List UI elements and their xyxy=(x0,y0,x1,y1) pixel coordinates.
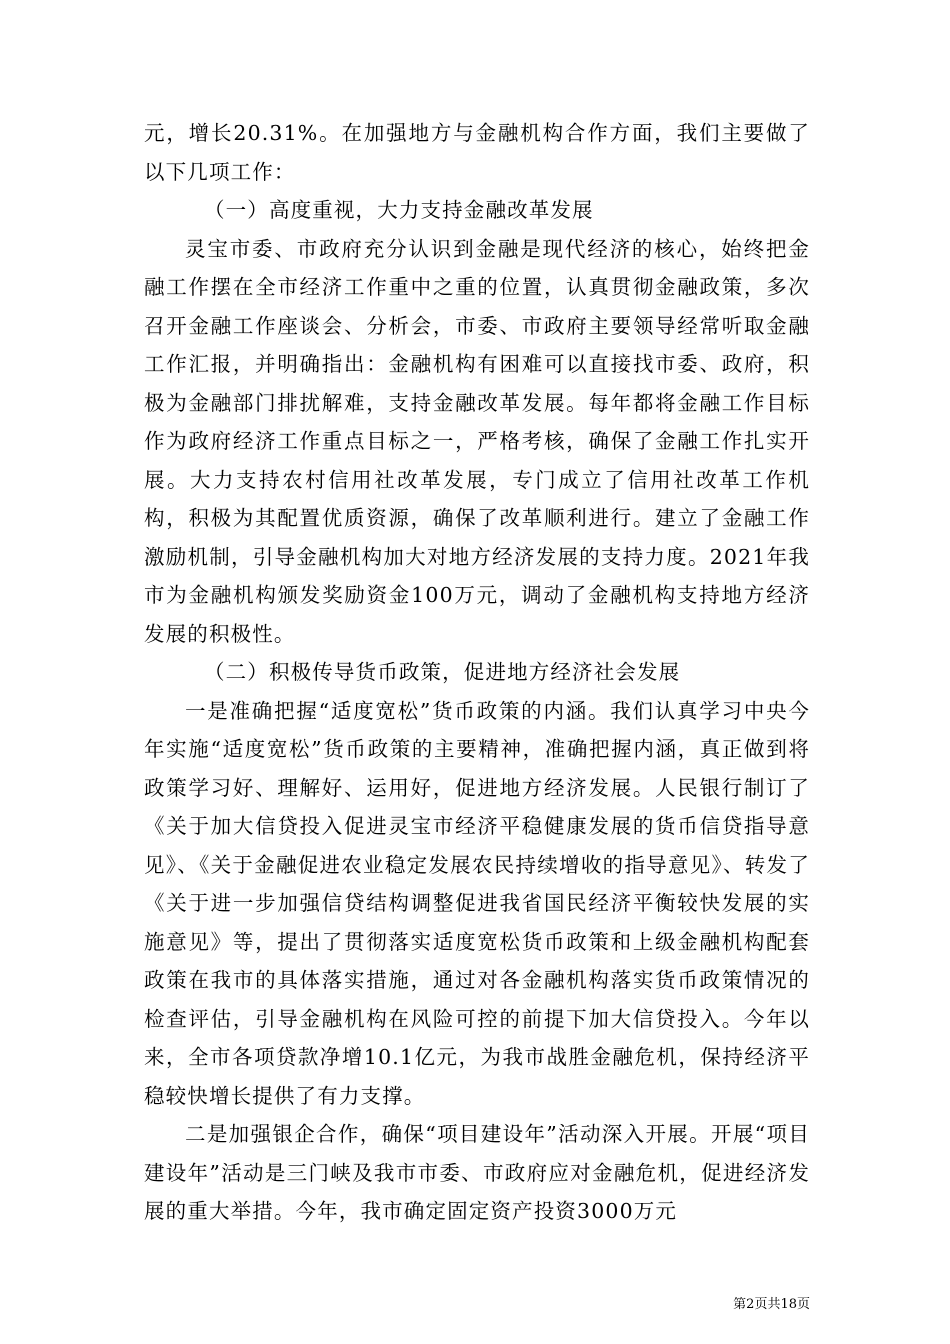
section-heading-1: （一）高度重视，大力支持金融改革发展 xyxy=(204,198,594,222)
paragraph-bank-enterprise: 二是加强银企合作，确保“项目建设年”活动深入开展。开展“项目建设年”活动是三门峡及我市市委、市政府应对金融危机，促进经济发展的重大举措。今年，我市确定固定资产投资3000万元 xyxy=(144,1122,810,1223)
paragraph-monetary-policy: 一是准确把握“适度宽松”货币政策的内涵。我们认真学习中央今年实施“适度宽松”货币政策的主要精神，准确把握内涵，真正做到将政策学习好、理解好、运用好，促进地方经济发展。人民银行制订了《关于加大信贷投入促进灵宝市经济平稳健康发展的货币信贷指导意见》、《关于金融促进农业稳定发展农民持续增收的指导意见》、转发了《关于进一步加强信贷结构调整促进我省国民经济平衡较快发展的实施意见》等，提出了贯彻落实适度宽松货币政策和上级金融机构配套政策在我市的具体落实措施，通过对各金融机构落实货币政策情况的检查评估，引导金融机构在风险可控的前提下加大信贷投入。今年以来，全市各项贷款净增10.1亿元，为我市战胜金融危机，保持经济平稳较快增长提供了有力支撑。 xyxy=(144,698,810,1108)
document-body xyxy=(144,114,810,1231)
section-heading-2: （二）积极传导货币政策，促进地方经济社会发展 xyxy=(204,660,681,684)
paragraph-continuation: 元，增长20.31%。在加强地方与金融机构合作方面，我们主要做了以下几项工作： xyxy=(144,121,810,184)
page-number-footer: 第2页共18页 xyxy=(733,1297,810,1312)
paragraph-finance-support: 灵宝市委、市政府充分认识到金融是现代经济的核心，始终把金融工作摆在全市经济工作重中之重的位置，认真贯彻金融政策，多次召开金融工作座谈会、分析会，市委、市政府主要领导经常听取金融工作汇报，并明确指出：金融机构有困难可以直接找市委、政府，积极为金融部门排扰解难，支持金融改革发展。每年都将金融工作目标作为政府经济工作重点目标之一，严格考核，确保了金融工作扎实开展。大力支持农村信用社改革发展，专门成立了信用社改革工作机构，积极为其配置优质资源，确保了改革顺利进行。建立了金融工作激励机制，引导金融机构加大对地方经济发展的支持力度。2021年我市为金融机构颁发奖励资金100万元，调动了金融机构支持地方经济发展的积极性。 xyxy=(144,236,810,646)
